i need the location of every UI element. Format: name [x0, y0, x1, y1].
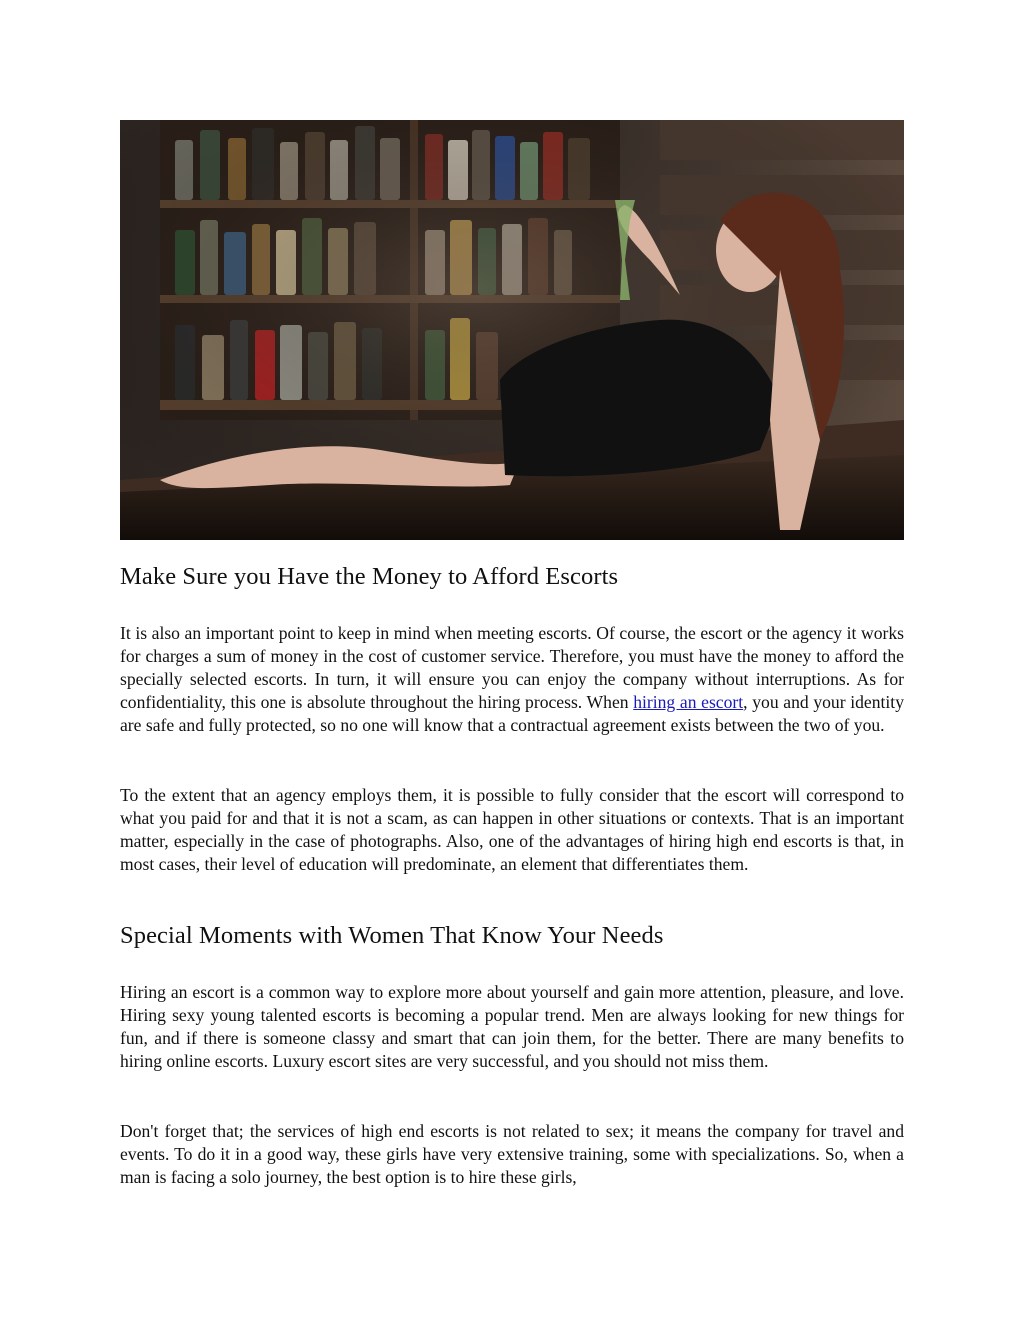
hero-photo	[120, 120, 904, 540]
section-heading-special-moments: Special Moments with Women That Know Your Needs	[120, 922, 664, 949]
paragraph-afford-2: To the extent that an agency employs them, it is possible to fully consider that the escort will correspond to what you paid for and that it is not a scam, as can happen in other situations or contexts. That is an important matter, especially in the case of photographs. Also, one of the advantages of hiring high end escorts is that, in most cases, their level of education will predominate, an element that differentiates them.	[120, 785, 904, 874]
paragraph-text: It is also an important point to keep in mind when meeting escorts. Of course, the escort or the agency it works for charges a sum of money in the cost of customer service. Therefore, you must have the money to afford the specially selected escorts. In turn, it will ensure you can enjoy the company without interruptions. As for confidentiality, this one is absolute throughout the hiring process. When	[120, 623, 904, 712]
paragraph-afford-1	[120, 622, 904, 737]
paragraph-special-2: Don't forget that; the services of high end escorts is not related to sex; it means the company for travel and events. To do it in a good way, these girls have very extensive training, some with specializations. So, when a man is facing a solo journey, the best option is to hire these girls,	[120, 1121, 904, 1187]
hiring-an-escort-link[interactable]: hiring an escort	[633, 692, 744, 712]
section-heading-afford: Make Sure you Have the Money to Afford Escorts	[120, 563, 619, 590]
paragraph-special-1: Hiring an escort is a common way to explore more about yourself and gain more attention, pleasure, and love. Hiring sexy young talented escorts is becoming a popular trend. Men are always looking for new things for fun, and if there is someone classy and smart that can join them, for the better. There are many benefits to hiring online escorts. Luxury escort sites are very successful, and you should not miss them.	[120, 982, 904, 1071]
paragraph-text: , you and your identity are safe and fully protected, so no one will know that a contractual agreement exists between the two of you.	[120, 692, 904, 735]
